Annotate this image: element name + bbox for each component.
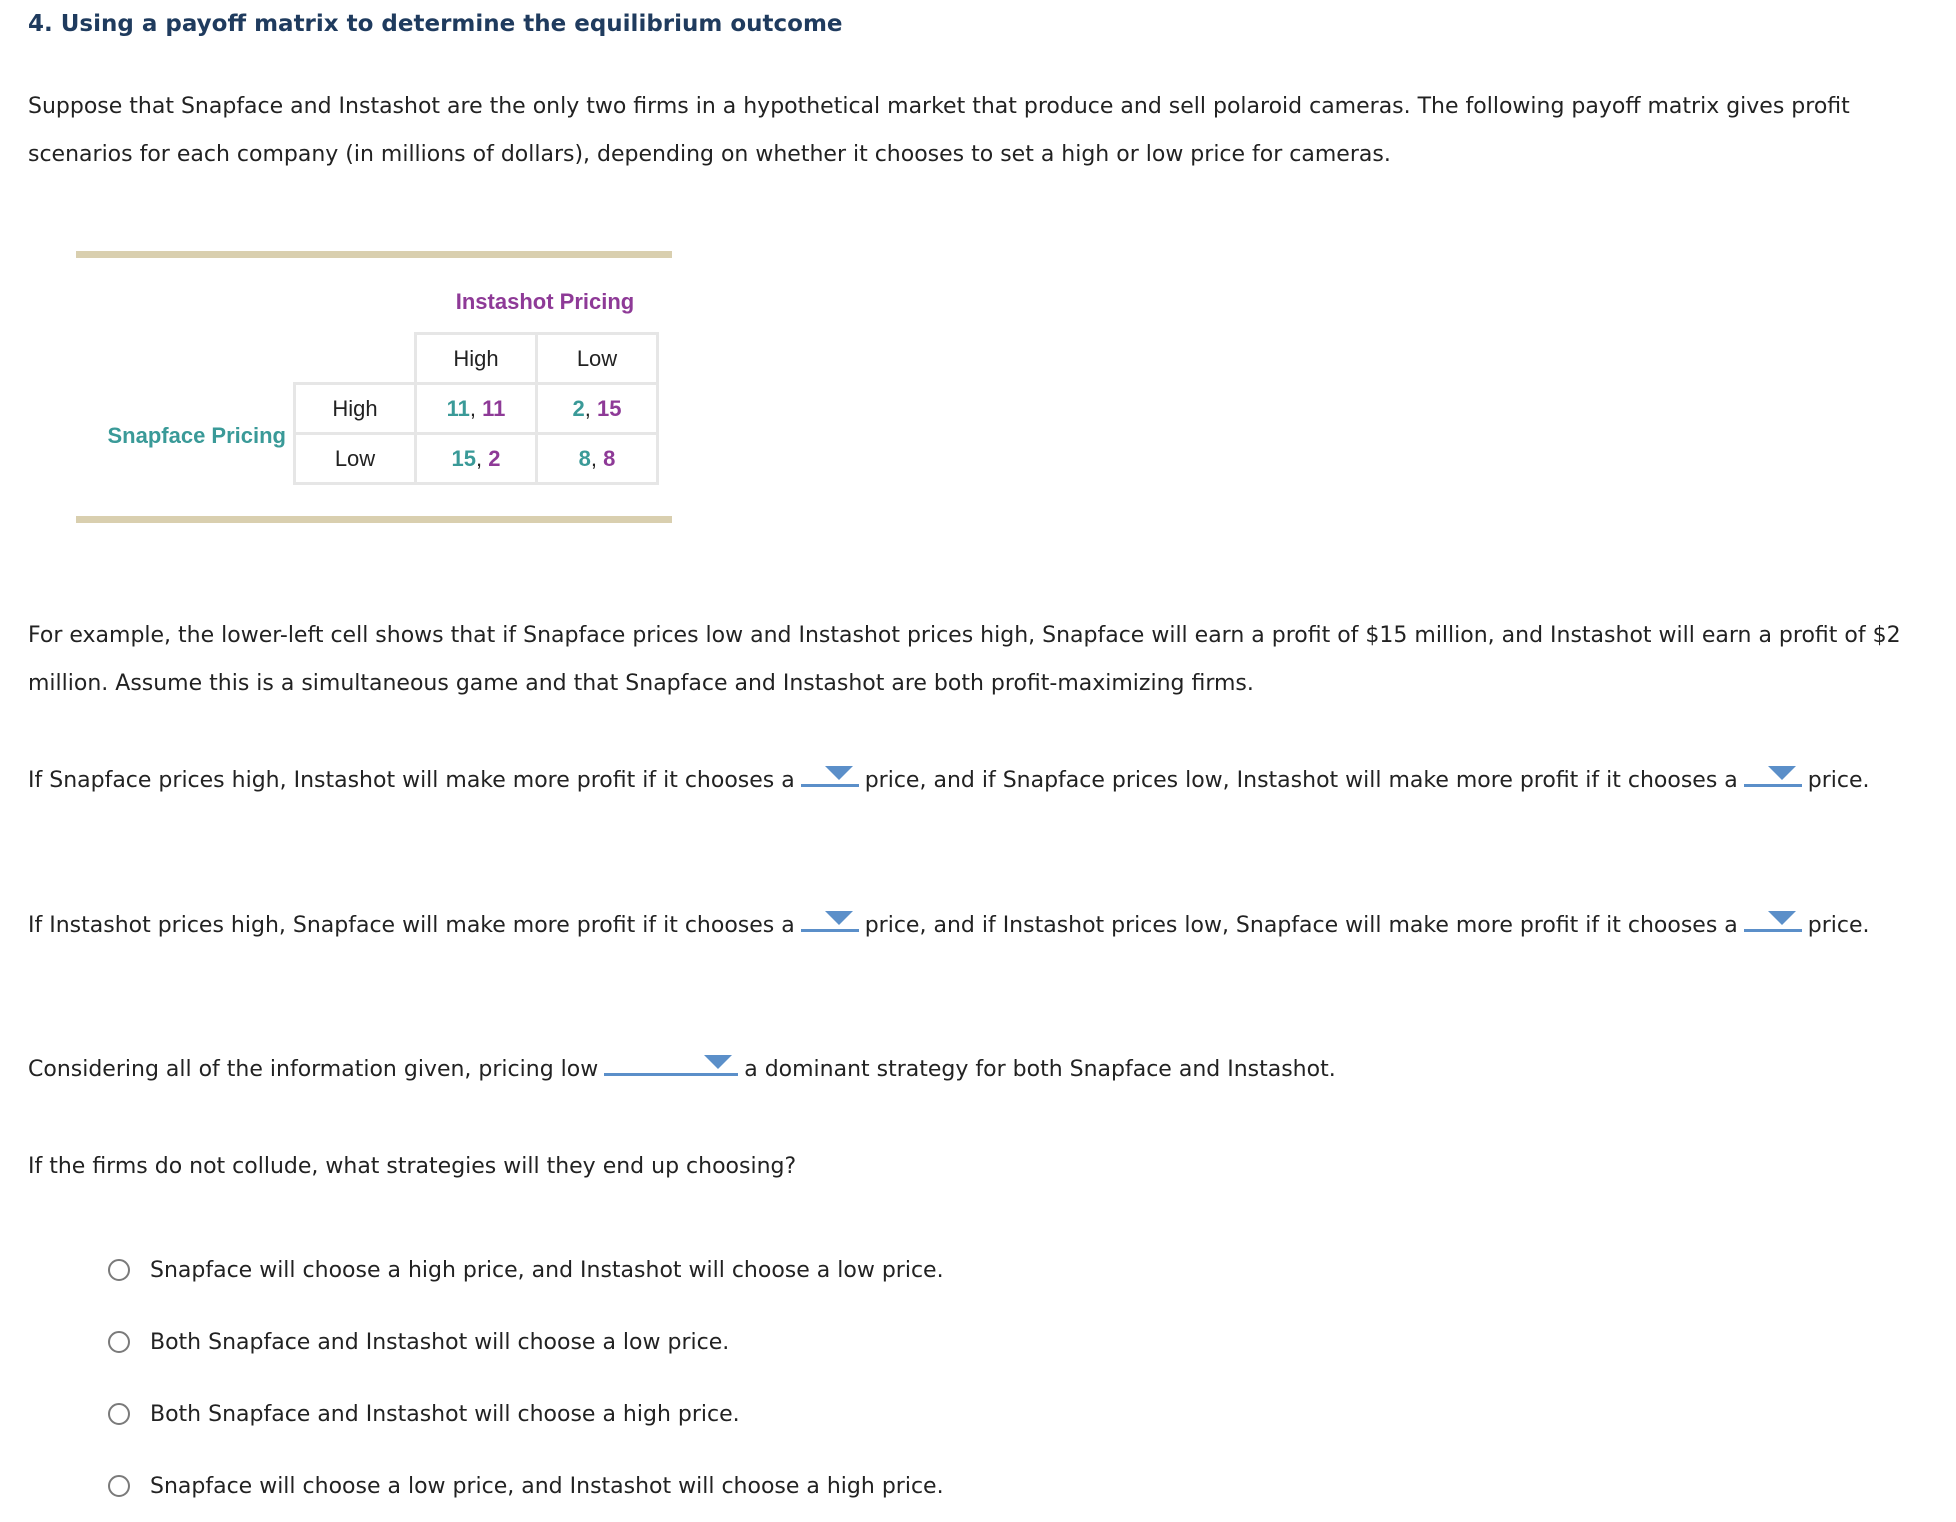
q3-text-2: a dominant strategy for both Snapface and Instashot. (744, 1057, 1336, 1082)
corner-cell (295, 334, 416, 384)
question-snapface-best-response (28, 902, 1908, 950)
payoff-separator: , (469, 395, 476, 421)
chevron-down-icon (825, 766, 853, 780)
question-instashot-best-response (28, 757, 1908, 805)
snapface-payoff: 2 (572, 395, 585, 421)
cell-high-high (416, 384, 537, 434)
snapface-if-instashot-high-dropdown[interactable] (801, 903, 859, 932)
option-3[interactable] (108, 1378, 944, 1450)
chevron-down-icon (1768, 766, 1796, 780)
instashot-if-snapface-high-dropdown[interactable] (801, 758, 859, 787)
radio-button[interactable] (108, 1331, 130, 1353)
option-label: Snapface will choose a high price, and Instashot will choose a low price. (150, 1257, 944, 1283)
header-row (295, 334, 658, 384)
radio-button[interactable] (108, 1259, 130, 1281)
option-label: Both Snapface and Instashot will choose a high price. (150, 1401, 740, 1427)
snapface-payoff: 8 (578, 445, 591, 471)
q1-text-2: price, and if Snapface prices low, Instashot will make more profit if it chooses a (864, 768, 1738, 793)
chevron-down-icon (704, 1055, 732, 1069)
question-dominant-strategy (28, 1046, 1908, 1094)
q3-text-1: Considering all of the information given, pricing low (28, 1057, 599, 1082)
cell-high-low (537, 384, 658, 434)
row-high (295, 384, 658, 434)
intro-paragraph: Suppose that Snapface and Instashot are the only two firms in a hypothetical market that produce and sell polaroid cameras. The following payoff matrix gives profit scenarios for each company (in millions of dollars), depending on whether it chooses to set a high or low price for cameras. (28, 94, 1850, 167)
cell-low-low (537, 434, 658, 484)
row-header-low: Low (295, 434, 416, 484)
payoff-separator: , (590, 445, 597, 471)
chevron-down-icon (825, 911, 853, 925)
instashot-payoff: 8 (603, 445, 616, 471)
instashot-if-snapface-low-dropdown[interactable] (1744, 758, 1802, 787)
cell-low-high (416, 434, 537, 484)
instashot-payoff: 11 (482, 395, 506, 421)
snapface-payoff: 11 (446, 395, 470, 421)
matrix-bottom-rule (76, 516, 672, 523)
question-title: 4. Using a payoff matrix to determine the equilibrium outcome (28, 11, 843, 37)
q1-text-1: If Snapface prices high, Instashot will make more profit if it chooses a (28, 768, 795, 793)
instashot-payoff: 2 (488, 445, 501, 471)
payoff-separator: , (475, 445, 483, 471)
payoff-separator: , (584, 395, 591, 421)
matrix-top-rule (76, 251, 672, 258)
question-no-collusion: If the firms do not collude, what strategies will they end up choosing? (28, 1154, 797, 1179)
option-2[interactable] (108, 1306, 944, 1378)
option-label: Both Snapface and Instashot will choose a low price. (150, 1329, 730, 1355)
dominant-strategy-dropdown[interactable] (604, 1047, 738, 1076)
example-paragraph: For example, the lower-left cell shows that if Snapface prices low and Instashot prices high, Snapface will earn a profit of $15 million, and Instashot will earn a profit of $2 million. Assume this is a simultaneous game and that Snapface and Instashot are both profit-maximizing firms. (28, 623, 1901, 696)
col-header-low: Low (537, 334, 658, 384)
option-1[interactable] (108, 1234, 944, 1306)
radio-button[interactable] (108, 1475, 130, 1497)
strategy-options (108, 1234, 944, 1522)
snapface-if-instashot-low-dropdown[interactable] (1744, 903, 1802, 932)
col-header-high: High (416, 334, 537, 384)
option-label: Snapface will choose a low price, and Instashot will choose a high price. (150, 1473, 944, 1499)
payoff-table (293, 332, 659, 485)
q2-text-2: price, and if Instashot prices low, Snapface will make more profit if it chooses a (864, 913, 1738, 938)
q1-text-3: price. (1807, 768, 1870, 793)
option-4[interactable] (108, 1450, 944, 1522)
snapface-payoff: 15 (451, 445, 476, 471)
snapface-pricing-label: Snapface Pricing (107, 423, 286, 448)
instashot-payoff: 15 (597, 395, 622, 421)
row-header-high: High (295, 384, 416, 434)
q2-text-1: If Instashot prices high, Snapface will make more profit if it chooses a (28, 913, 795, 938)
instashot-pricing-label: Instashot Pricing (455, 289, 635, 314)
chevron-down-icon (1768, 911, 1796, 925)
row-low (295, 434, 658, 484)
radio-button[interactable] (108, 1403, 130, 1425)
payoff-matrix (76, 251, 672, 523)
q2-text-3: price. (1807, 913, 1870, 938)
